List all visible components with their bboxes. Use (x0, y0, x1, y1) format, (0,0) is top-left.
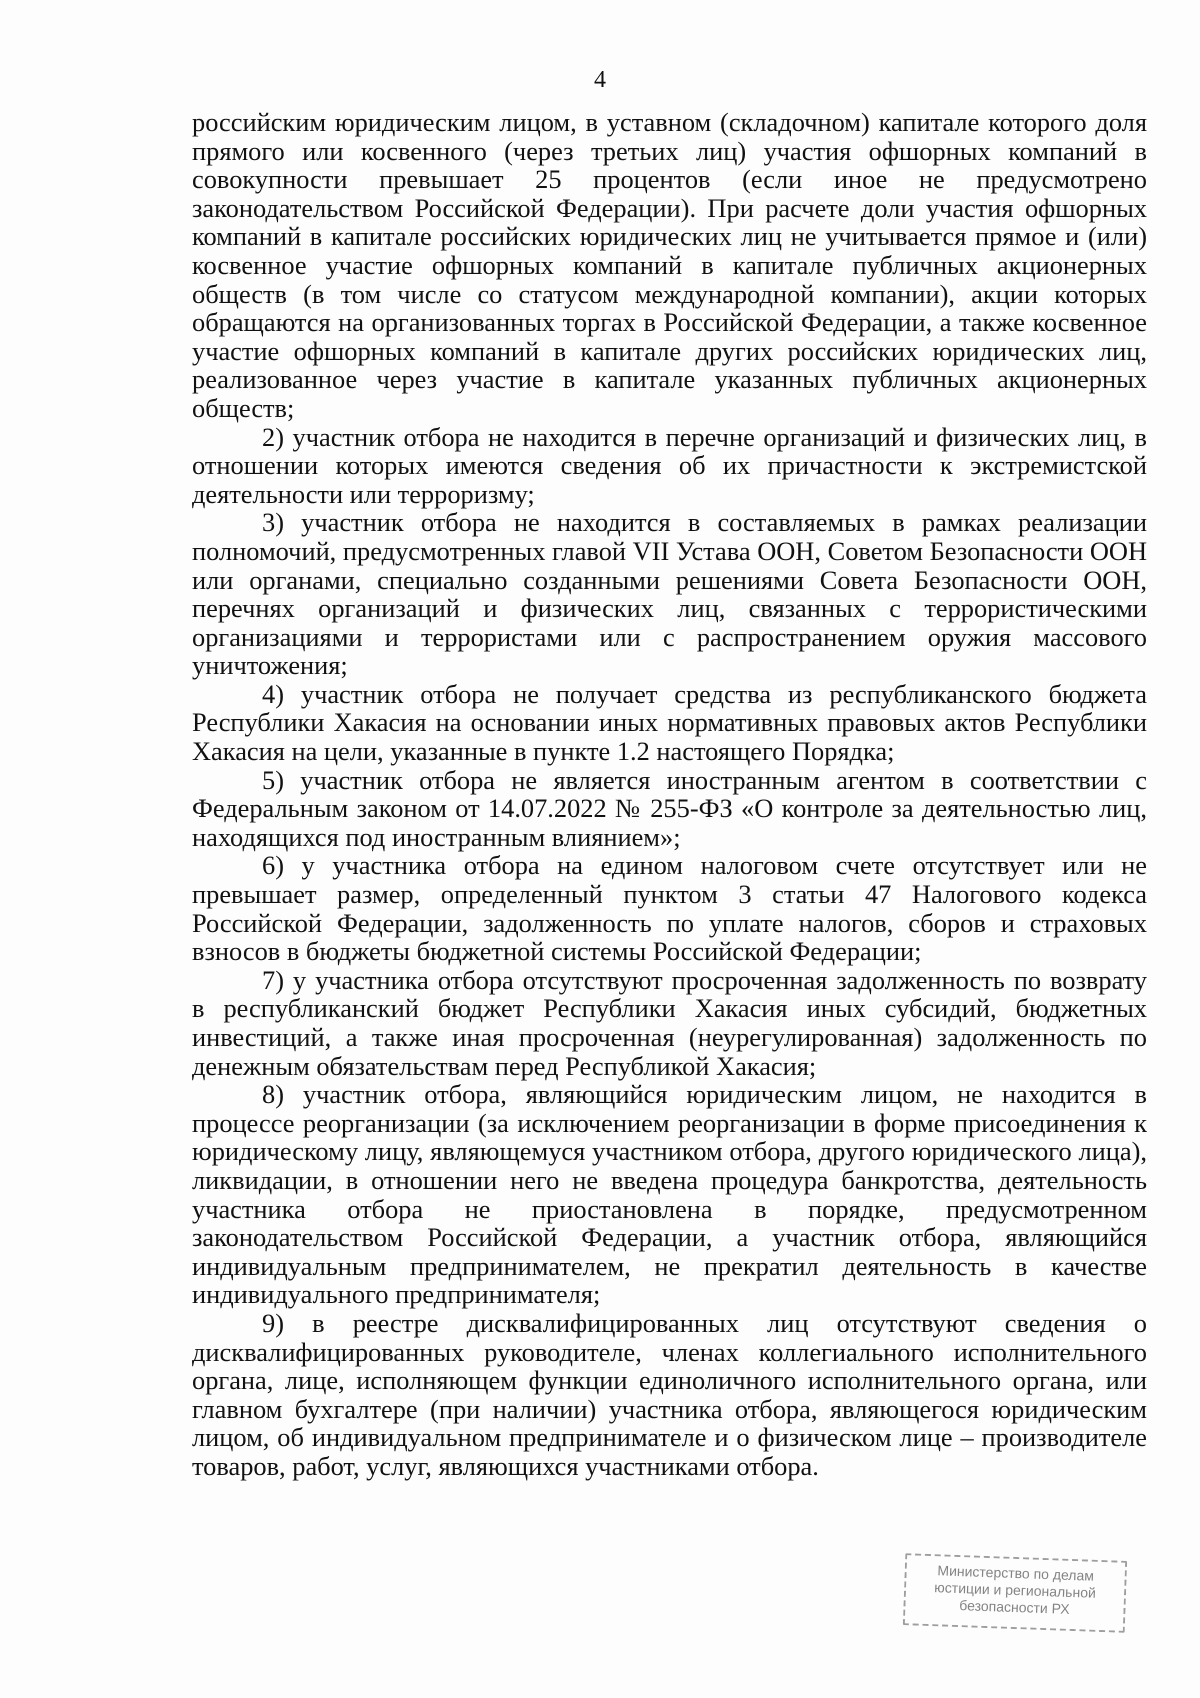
paragraph-item-3: 3) участник отбора не находится в составляемых в рамках реализации полномочий, предусмотренных главой VII Устава ООН, Советом Безопасности ООН или органами, специально созданными решениями Совета Безопасности ООН, перечнях организаций и физических лиц, связанных с террористическими организациями и террористами или с распространением оружия массового уничтожения; (192, 507, 1147, 681)
paragraph-item-8: 8) участник отбора, являющийся юридическим лицом, не находится в процессе реорганизации (за исключением реорганизации в форме присоединения к юридическому лицу, являющемуся участником отбора, другого юридического лица), ликвидации, в отношении него не введена процедура банкротства, деятельность участника отбора не приостановлена в порядке, предусмотренном законодательством Российской Федерации, а участник отбора, являющийся индивидуальным предпринимателем, не прекратил деятельность в качестве индивидуального предпринимателя; (192, 1079, 1147, 1310)
paragraph-item-7: 7) у участника отбора отсутствуют просроченная задолженность по возврату в республиканский бюджет Республики Хакасия иных субсидий, бюджетных инвестиций, а также иная просроченная (неурегулированная) задолженность по денежным обязательствам перед Республикой Хакасия; (192, 964, 1147, 1081)
paragraph-continuation: российским юридическим лицом, в уставном (складочном) капитале которого доля прямого или косвенного (через третьих лиц) участия офшорных компаний в совокупности превышает 25 процентов (если иное не предусмотрено законодательством Российской Федерации). При расчете доли участия офшорных компаний в капитале российских юридических лиц не учитывается прямое и (или) косвенное участие офшорных компаний в капитале публичных акционерных обществ (в том числе со статусом международной компании), акции которых обращаются на организованных торгах в Российской Федерации, а также косвенное участие офшорных компаний в капитале других российских юридических лиц, реализованное через участие в капитале указанных публичных акционерных обществ; (192, 107, 1147, 423)
stamp-line: безопасности РХ (959, 1597, 1070, 1617)
paragraph-item-2: 2) участник отбора не находится в перечне организаций и физических лиц, в отношении которых имеются сведения об их причастности к экстремистской деятельности или терроризму; (192, 421, 1147, 509)
paragraph-item-5: 5) участник отбора не является иностранным агентом в соответствии с Федеральным законом от 14.07.2022 № 255-ФЗ «О контроле за деятельностью лиц, находящихся под иностранным влиянием»; (192, 764, 1147, 852)
paragraph-item-9: 9) в реестре дисквалифицированных лиц отсутствуют сведения о дисквалифицированных руководителе, членах коллегиального исполнительного органа, лице, исполняющем функции единоличного исполнительного органа, или главном бухгалтере (при наличии) участника отбора, являющегося юридическим лицом, об индивидуальном предпринимателе и о физическом лице – производителе товаров, работ, услуг, являющихся участниками отбора. (192, 1307, 1147, 1481)
ministry-stamp (903, 1553, 1127, 1633)
stamp-line: юстиции и региональной (934, 1579, 1097, 1601)
stamp-line: Министерство по делам (937, 1562, 1095, 1584)
document-body (192, 108, 1147, 1481)
paragraph-item-6: 6) у участника отбора на едином налоговом счете отсутствует или не превышает размер, определенный пунктом 3 статьи 47 Налогового кодекса Российской Федерации, задолженность по уплате налогов, сборов и страховых взносов в бюджеты бюджетной системы Российской Федерации; (192, 850, 1147, 967)
page-number: 4 (594, 67, 606, 93)
paragraph-item-4: 4) участник отбора не получает средства из республиканского бюджета Республики Хакасия на основании иных нормативных правовых актов Республики Хакасия на цели, указанные в пункте 1.2 настоящего Порядка; (192, 678, 1147, 767)
